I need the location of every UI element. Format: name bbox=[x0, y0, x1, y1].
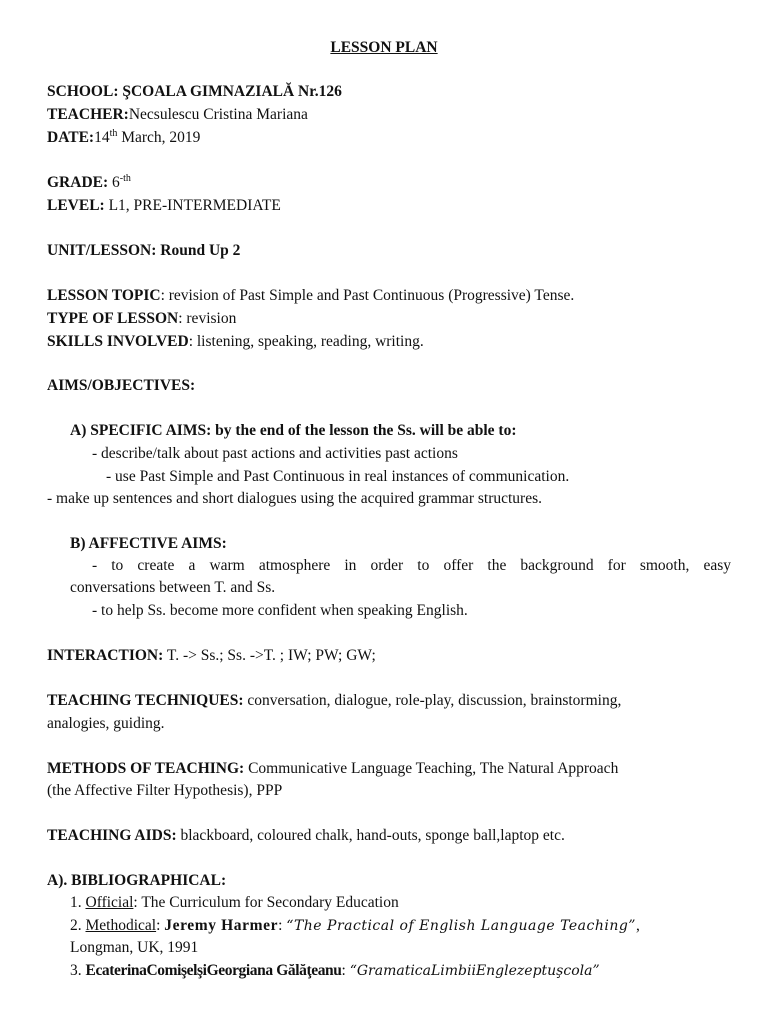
type-label: TYPE OF LESSON bbox=[47, 310, 179, 327]
teacher-line bbox=[47, 105, 308, 125]
skills-label: SKILLS INVOLVED bbox=[47, 333, 189, 350]
unit-label: UNIT/LESSON: bbox=[47, 242, 157, 259]
bibliography-item-1 bbox=[70, 893, 399, 913]
type-line bbox=[47, 309, 236, 329]
affective-aims-heading: B) AFFECTIVE AIMS: bbox=[70, 535, 227, 552]
level-value: L1, PRE-INTERMEDIATE bbox=[108, 197, 281, 214]
interaction-label: INTERACTION: bbox=[47, 647, 164, 664]
methods-value: Communicative Language Teaching, The Natural Approach bbox=[248, 760, 619, 777]
school-value: ŞCOALA GIMNAZIALĂ Nr.126 bbox=[122, 83, 342, 100]
skills-value: : listening, speaking, reading, writing. bbox=[188, 333, 424, 350]
date-rest: March, 2019 bbox=[117, 129, 201, 146]
specific-aims-heading: A) SPECIFIC AIMS: by the end of the lesson the Ss. will be able to: bbox=[70, 422, 517, 439]
methods-line bbox=[47, 759, 618, 779]
bibliography-item-2 bbox=[70, 916, 732, 936]
topic-value: : revision of Past Simple and Past Continuous (Progressive) Tense. bbox=[160, 287, 575, 304]
date-line bbox=[47, 128, 200, 148]
item-author: EcaterinaComişelşiGeorgiana Gălăţeanu bbox=[85, 962, 342, 979]
methods-line-2: (the Affective Filter Hypothesis), PPP bbox=[47, 782, 283, 799]
teacher-value: Necsulescu Cristina Mariana bbox=[128, 106, 308, 123]
grade-suffix: -th bbox=[119, 173, 131, 184]
interaction-value: T. -> Ss.; Ss. ->T. ; IW; PW; GW; bbox=[166, 647, 376, 664]
bibliography-heading: A). BIBLIOGRAPHICAL: bbox=[47, 872, 227, 889]
item-book-title: “The Practical of English Language Teaching” bbox=[286, 918, 636, 934]
aids-label: TEACHING AIDS: bbox=[47, 827, 177, 844]
topic-label: LESSON TOPIC bbox=[47, 287, 161, 304]
date-day: 14 bbox=[94, 129, 110, 146]
item-text: : The Curriculum for Secondary Education bbox=[133, 894, 399, 911]
topic-line bbox=[47, 286, 574, 306]
page-title: LESSON PLAN bbox=[330, 39, 438, 56]
item-kind: Official bbox=[85, 894, 134, 911]
grade-value: 6 bbox=[112, 174, 120, 191]
aids-value: blackboard, coloured chalk, hand-outs, sponge ball,laptop etc. bbox=[180, 827, 565, 844]
bibliography-item-2-line-2: Longman, UK, 1991 bbox=[70, 939, 199, 956]
item-number: 3. bbox=[70, 962, 86, 979]
item-number: 1. bbox=[70, 894, 86, 911]
skills-line bbox=[47, 332, 424, 352]
unit-value: Round Up 2 bbox=[160, 242, 241, 259]
specific-aim-item: - describe/talk about past actions and activities past actions bbox=[92, 445, 458, 462]
item-sep: , bbox=[635, 917, 640, 934]
methods-label: METHODS OF TEACHING: bbox=[47, 760, 245, 777]
date-suffix: th bbox=[109, 128, 118, 139]
specific-aim-item: - use Past Simple and Past Continuous in real instances of communication. bbox=[106, 468, 570, 485]
teacher-label: TEACHER: bbox=[47, 106, 129, 123]
affective-aim-line: - to create a warm atmosphere in order to offer the background for smooth, easy bbox=[92, 557, 731, 574]
type-value: : revision bbox=[178, 310, 237, 327]
grade-label: GRADE: bbox=[47, 174, 109, 191]
aids-line bbox=[47, 826, 565, 846]
item-book-title: “GramaticaLimbiiEnglezeptuşcola” bbox=[349, 963, 600, 979]
affective-aim-line: - to help Ss. become more confident when speaking English. bbox=[92, 602, 468, 619]
school-line bbox=[47, 82, 342, 102]
item-sep: : bbox=[341, 962, 350, 979]
grade-line bbox=[47, 173, 131, 193]
item-author: Jeremy Harmer bbox=[164, 917, 279, 934]
date-label: DATE: bbox=[47, 129, 95, 146]
techniques-line-2: analogies, guiding. bbox=[47, 715, 165, 732]
item-number: 2. bbox=[70, 917, 86, 934]
techniques-label: TEACHING TECHNIQUES: bbox=[47, 692, 244, 709]
item-sep: : bbox=[156, 917, 165, 934]
item-sep: : bbox=[278, 917, 287, 934]
bibliography-item-3 bbox=[70, 961, 600, 981]
level-label: LEVEL: bbox=[47, 197, 105, 214]
aims-heading: AIMS/OBJECTIVES: bbox=[47, 377, 196, 394]
school-label: SCHOOL: bbox=[47, 83, 119, 100]
interaction-line bbox=[47, 646, 376, 666]
specific-aim-item: - make up sentences and short dialogues using the acquired grammar structures. bbox=[47, 490, 542, 507]
level-line bbox=[47, 196, 281, 216]
unit-line bbox=[47, 241, 240, 261]
item-kind: Methodical bbox=[85, 917, 157, 934]
techniques-line bbox=[47, 691, 621, 711]
techniques-value: conversation, dialogue, role-play, discussion, brainstorming, bbox=[247, 692, 622, 709]
affective-aim-line: conversations between T. and Ss. bbox=[70, 579, 276, 596]
